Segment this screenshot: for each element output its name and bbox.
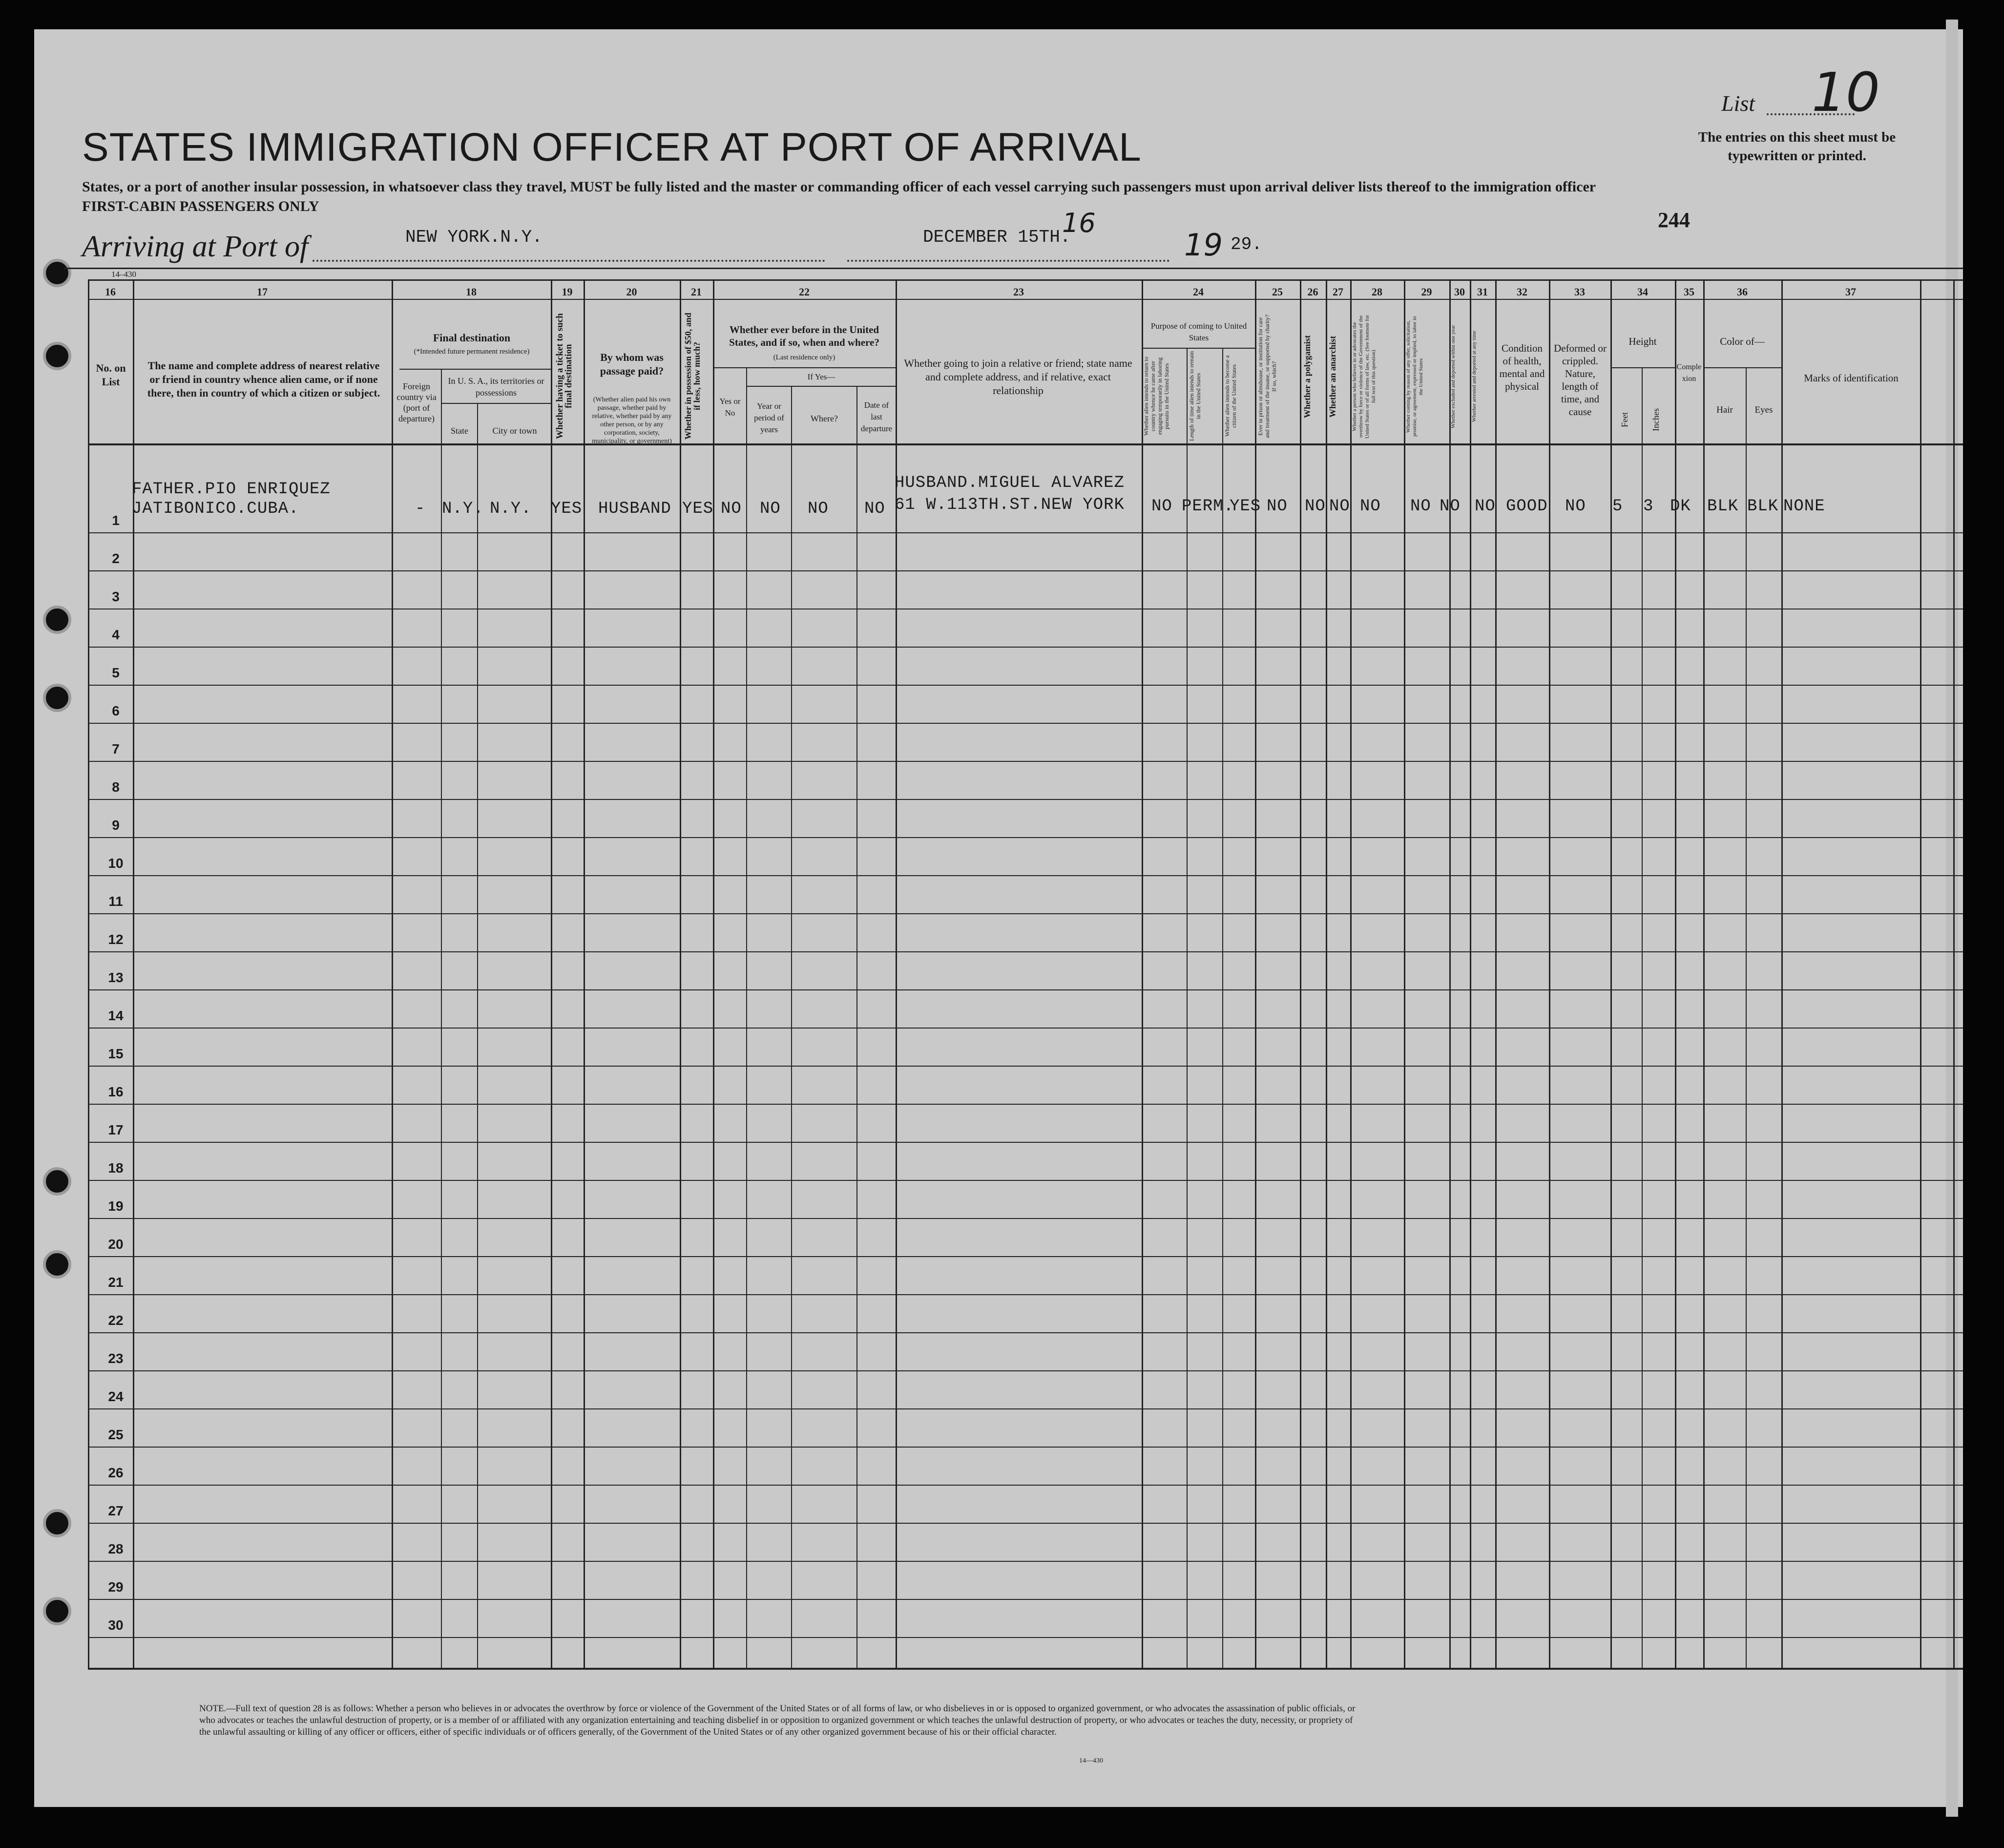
hdr-complexion: Complexion: [1676, 363, 1702, 383]
hdr-q29: Whether coming by reason of any offer, solicitation, promise, or agreement, expressed or implied, to labor in the United States: [1405, 316, 1424, 437]
cell-before-date: NO: [864, 500, 885, 518]
cell-health: GOOD: [1506, 497, 1548, 516]
cell-foreign-country: -: [415, 500, 426, 518]
row-rule: [88, 951, 1963, 952]
dest-sub-rule: [399, 369, 551, 370]
sheet-number: 244: [1658, 208, 1690, 232]
cell-purpose-c: YES: [1230, 497, 1261, 516]
col-border: [1953, 281, 1955, 1668]
colnum-17: 17: [257, 286, 268, 298]
port-dots: [313, 260, 825, 262]
colnum-35: 35: [1684, 286, 1694, 298]
col-border: [746, 367, 747, 1668]
list-number: 10: [1812, 61, 1880, 124]
row-rule: [88, 1218, 1963, 1219]
cell-polygamist: NO: [1305, 497, 1326, 516]
row-number: 21: [108, 1275, 124, 1290]
colnum-18: 18: [466, 286, 477, 298]
hdr-polygamist: Whether a polygamist: [1302, 335, 1312, 418]
instructions-text: States, or a port of another insular possession, in whatsoever class they travel, MUST be fully listed and the master or commanding officer of each vessel carrying such passengers must upon arrival deliver lists thereof to the immigration officer: [82, 179, 1596, 195]
row-number: 2: [112, 551, 120, 566]
hdr-final-destination: Final destination: [433, 332, 511, 344]
hdr-possession-50: Whether in possession of $50, and if less, how much?: [683, 313, 702, 440]
table-top: [88, 279, 1963, 281]
hdr-date-last-departure: Date of last departure: [860, 400, 893, 433]
row-rule: [88, 799, 1963, 800]
row-rule: [88, 1104, 1963, 1105]
hdr-hair: Hair: [1716, 405, 1733, 415]
hdr-eyes: Eyes: [1754, 405, 1773, 415]
cell-feet: 5: [1612, 497, 1623, 516]
cell-hair: BLK: [1707, 497, 1739, 516]
hdr-q28: Whether a person who believes in or advocates the overthrow by force or violence of the Government of the United States or of all forms of law, etc. (See footnote for full text of this question): [1352, 315, 1377, 439]
cell-ticket: YES: [551, 500, 583, 518]
cell-before-yes-no: NO: [721, 500, 742, 518]
binder-hole: [43, 1509, 71, 1537]
cell-relative-line1: FATHER.PIO ENRIQUEZ: [132, 480, 331, 499]
colnum-21: 21: [691, 286, 702, 298]
row-rule: [88, 1370, 1963, 1371]
page-title: STATES IMMIGRATION OFFICER AT PORT OF ARRIVAL: [82, 125, 1142, 169]
colnum-rule: [88, 299, 1963, 300]
colnum-37: 37: [1845, 286, 1856, 298]
date-dots: [847, 260, 1169, 262]
row-number: 29: [108, 1579, 124, 1595]
hdr-prison: Ever in prison or almshouse, or institution for care and treatment of the insane, or supported by charity? If so, which?: [1257, 315, 1277, 439]
col-border: [680, 281, 681, 1668]
row-rule: [88, 532, 1963, 533]
row-number: 17: [108, 1122, 124, 1137]
colnum-20: 20: [626, 286, 637, 298]
hdr-height: Height: [1628, 336, 1657, 347]
instructions: [82, 177, 1645, 216]
purpose-sub-rule: [1143, 348, 1255, 349]
footnote-form-code: 14—430: [1079, 1757, 1103, 1764]
row-number: 1: [112, 513, 120, 528]
cell-q30: NO: [1440, 497, 1461, 516]
hdr-passage-paid-note: (Whether alien paid his own passage, whether paid by relative, whether paid by any other person, or by any corporation, society, municipality, or government): [592, 396, 672, 445]
colnum-32: 32: [1517, 286, 1527, 298]
row-rule: [88, 685, 1963, 686]
binder-hole: [43, 1167, 71, 1196]
cell-marks: NONE: [1783, 497, 1825, 516]
hdr-in-usa: In U. S. A., its territories or possessions: [448, 376, 544, 398]
hdr-no-on-list: No. on List: [96, 362, 126, 388]
col-border: [477, 403, 478, 1668]
binder-hole: [43, 1250, 71, 1279]
colnum-28: 28: [1372, 286, 1382, 298]
row-rule: [88, 761, 1963, 762]
cell-join-line2: 61 W.113TH.ST.NEW YORK: [895, 496, 1125, 514]
col-border: [1746, 367, 1747, 1668]
row-rule: [88, 1447, 1963, 1448]
col-border: [392, 281, 393, 1668]
row-rule: [88, 875, 1963, 876]
row-number: 24: [108, 1389, 124, 1404]
row-rule: [88, 1523, 1963, 1524]
list-label: List: [1721, 91, 1755, 116]
colnum-23: 23: [1013, 286, 1024, 298]
col-border: [551, 281, 552, 1668]
colnum-31: 31: [1477, 286, 1488, 298]
hdr-inches: Inches: [1651, 408, 1661, 432]
cell-purpose-b: PERM.: [1182, 497, 1234, 516]
hdr-purpose-c: Whether alien intends to become a citizen of the United States: [1224, 355, 1237, 437]
year-prefix: 19: [1184, 227, 1223, 263]
row-rule: [88, 570, 1963, 571]
col-border: [584, 281, 585, 1668]
row-number: 16: [108, 1084, 124, 1099]
row-number: 18: [108, 1160, 124, 1176]
colnum-30: 30: [1454, 286, 1465, 298]
cell-eyes: BLK: [1747, 497, 1779, 516]
hdr-color-of: Color of—: [1720, 336, 1765, 347]
binder-hole: [43, 1597, 71, 1625]
hdr-feet: Feet: [1620, 412, 1629, 428]
col-border: [791, 386, 792, 1668]
date-value: DECEMBER 15TH.: [923, 227, 1071, 247]
col-border: [1920, 281, 1921, 1668]
colnum-24: 24: [1193, 286, 1204, 298]
colnum-34: 34: [1637, 286, 1648, 298]
col-border: [713, 281, 714, 1668]
row-rule: [88, 1485, 1963, 1486]
page-edge: [1946, 20, 1958, 1817]
row-number: 4: [112, 627, 120, 642]
hdr-marks: Marks of identification: [1804, 372, 1899, 384]
arriving-label: Arriving at Port of: [82, 230, 309, 263]
cell-q29: NO: [1410, 497, 1431, 516]
colnum-19: 19: [562, 286, 573, 298]
col-border: [1326, 281, 1327, 1668]
cell-before-where: NO: [808, 500, 829, 518]
hdr-city: City or town: [492, 426, 537, 436]
hdr-purpose: Purpose of coming to United States: [1150, 321, 1247, 342]
row-rule: [88, 1142, 1963, 1143]
cell-deformed: NO: [1565, 497, 1586, 516]
row-rule: [88, 1294, 1963, 1295]
cell-prison: NO: [1267, 497, 1288, 516]
row-number: 14: [108, 1008, 124, 1023]
cell-passage-paid: HUSBAND: [598, 500, 671, 518]
cell-q28: NO: [1360, 497, 1381, 516]
row-rule: [88, 1028, 1963, 1029]
hdr-relative-address: The name and complete address of nearest relative or friend in country whence alien came, or if none there, then in country of which a citizen or subject.: [147, 359, 380, 399]
binder-hole: [43, 606, 71, 634]
cell-inches: 3: [1643, 497, 1654, 516]
row-rule: [88, 1599, 1963, 1600]
colnum-36: 36: [1737, 286, 1748, 298]
cell-anarchist: NO: [1329, 497, 1350, 516]
row-rule: [88, 913, 1963, 914]
hdr-anarchist: Whether an anarchist: [1328, 336, 1337, 418]
entries-note: The entries on this sheet must be typewritten or printed.: [1698, 129, 1896, 164]
row-number: 7: [112, 741, 120, 756]
row-number: 12: [108, 932, 124, 947]
row-number: 8: [112, 779, 120, 795]
hdr-if-yes: If Yes—: [807, 372, 835, 381]
height-sub-rule: [1610, 367, 1675, 368]
cell-join-line1: HUSBAND.MIGUEL ALVAREZ: [895, 474, 1125, 492]
row-number: 27: [108, 1503, 124, 1518]
colnum-33: 33: [1574, 286, 1585, 298]
colnum-29: 29: [1421, 286, 1432, 298]
cell-state: N.Y.: [442, 500, 484, 518]
row-number: 26: [108, 1465, 124, 1480]
row-number: 19: [108, 1198, 124, 1214]
cell-before-year: NO: [760, 500, 781, 518]
usa-sub-rule: [442, 403, 551, 404]
binder-hole: [43, 259, 71, 287]
form-number: 14–430: [111, 270, 136, 279]
row-number: 13: [108, 970, 124, 985]
col-border: [856, 386, 857, 1668]
row-number: 5: [112, 665, 120, 680]
hdr-purpose-b: Length of time alien intends to remain in the United States: [1188, 351, 1202, 441]
row-rule: [88, 837, 1963, 838]
col-border: [1549, 281, 1550, 1668]
ifyes-sub-rule: [747, 386, 896, 387]
hdr-ticket: Whether having a ticket to such final destination: [555, 313, 574, 439]
cell-purpose-a: NO: [1151, 497, 1172, 516]
hdr-where: Where?: [811, 414, 838, 423]
header-bottom: [88, 443, 1963, 445]
col-border: [1675, 281, 1676, 1668]
colnum-27: 27: [1333, 286, 1343, 298]
col-border: [1642, 367, 1643, 1668]
cell-q31: NO: [1475, 497, 1496, 516]
row-rule: [88, 647, 1963, 648]
hdr-deformed: Deformed or crippled. Nature, length of time, and cause: [1554, 342, 1607, 418]
hdr-health: Condition of health, mental and physical: [1499, 342, 1545, 392]
binder-hole: [43, 342, 71, 370]
col-border: [1495, 281, 1497, 1668]
hdr-yes-no: Yes or No: [719, 397, 741, 418]
row-rule: [88, 1637, 1963, 1638]
col-border: [1781, 281, 1783, 1668]
row-rule: [88, 723, 1963, 724]
row-number: 9: [112, 818, 120, 833]
row-rule: [88, 1561, 1963, 1562]
hdr-foreign-country: Foreign country via (port of departure): [397, 381, 437, 423]
row-number: 22: [108, 1313, 124, 1328]
row-rule: [88, 989, 1963, 990]
binder-hole: [43, 684, 71, 712]
row-rule: [88, 1332, 1963, 1333]
row-number: 11: [108, 894, 123, 909]
row-number: 15: [108, 1046, 124, 1061]
year-suffix: 29.: [1231, 234, 1262, 254]
col-border: [1703, 281, 1705, 1668]
col-border: [1222, 348, 1223, 1668]
col-border: [1470, 281, 1471, 1668]
col-border: [1187, 348, 1188, 1668]
hdr-q30: Whether excluded and deported within one year: [1450, 325, 1456, 428]
col-border: [1142, 281, 1143, 1668]
col-border: [1449, 281, 1451, 1668]
colnum-26: 26: [1307, 286, 1318, 298]
hdr-last-residence: (Last residence only): [773, 354, 835, 361]
row-number: 25: [108, 1427, 124, 1442]
col-border: [1350, 281, 1352, 1668]
hdr-final-destination-note: (*Intended future permanent residence): [414, 348, 530, 356]
cell-possession-50: YES: [682, 500, 714, 518]
cell-relative-line2: JATIBONICO.CUBA.: [132, 500, 299, 518]
colnum-16: 16: [105, 286, 116, 298]
hdr-before-in-us: Whether ever before in the United States, and if so, when and where?: [729, 324, 879, 348]
footnote: NOTE.—Full text of question 28 is as follows: Whether a person who believes in or advocates the overthrow by force or violence of the Government of the United States or of all forms of law, or who disbelieves in or is opposed to organized government, or who advocates the assassination of public officials, or who advocates or teaches the unlawful destruction of property, or is a member of or affiliated with any organization entertaining and teaching disbelief in or opposition to organized government or which teaches the unlawful destruction of property, or who advocates or teaches the duty, necessity, or propriety of the unlawful assaulting or killing of any officer or officers, either of specific individuals or of officers generally, of the Government of the United States or of any other organized government because of his or their official character.: [199, 1703, 1356, 1737]
row-rule: [88, 1066, 1963, 1067]
row-number: 23: [108, 1351, 124, 1366]
colnum-25: 25: [1272, 286, 1283, 298]
row-number: 3: [112, 589, 120, 604]
col-border: [1404, 281, 1405, 1668]
row-number: 6: [112, 703, 120, 718]
before-sub-rule: [714, 367, 896, 368]
col-border: [1300, 281, 1301, 1668]
cell-complexion: DK: [1670, 497, 1691, 516]
colnum-22: 22: [799, 286, 810, 298]
row-rule: [88, 1256, 1963, 1257]
row-rule: [88, 1408, 1963, 1409]
col-border: [1255, 281, 1256, 1668]
row-number: 10: [108, 856, 124, 871]
hdr-purpose-a: Whether alien intends to return to country whence he came after engaging temporarily in laboring pursuits in the United States: [1143, 357, 1170, 436]
hdr-state: State: [451, 426, 468, 436]
hdr-year-period: Year or period of years: [754, 401, 784, 434]
cell-city: N.Y.: [490, 500, 532, 518]
row-number: 20: [108, 1237, 124, 1252]
hdr-passage-paid: By whom was passage paid?: [600, 351, 664, 377]
hdr-q31: Whether arrested and deported at any time: [1471, 331, 1477, 422]
row-rule: [88, 1180, 1963, 1181]
port-value: NEW YORK.N.Y.: [405, 227, 543, 247]
row-number: 28: [108, 1541, 124, 1556]
top-rule: [63, 268, 1963, 269]
hdr-join-relative: Whether going to join a relative or friend; state name and complete address, and if relative, exact relationship: [904, 357, 1132, 397]
col-border: [441, 369, 442, 1668]
col-border: [1610, 281, 1612, 1668]
cabin-class: FIRST-CABIN PASSENGERS ONLY: [82, 198, 319, 214]
row-number: 30: [108, 1617, 124, 1633]
table-bottom: [88, 1668, 1963, 1670]
color-sub-rule: [1703, 367, 1781, 368]
date-correction: 16: [1062, 208, 1096, 238]
